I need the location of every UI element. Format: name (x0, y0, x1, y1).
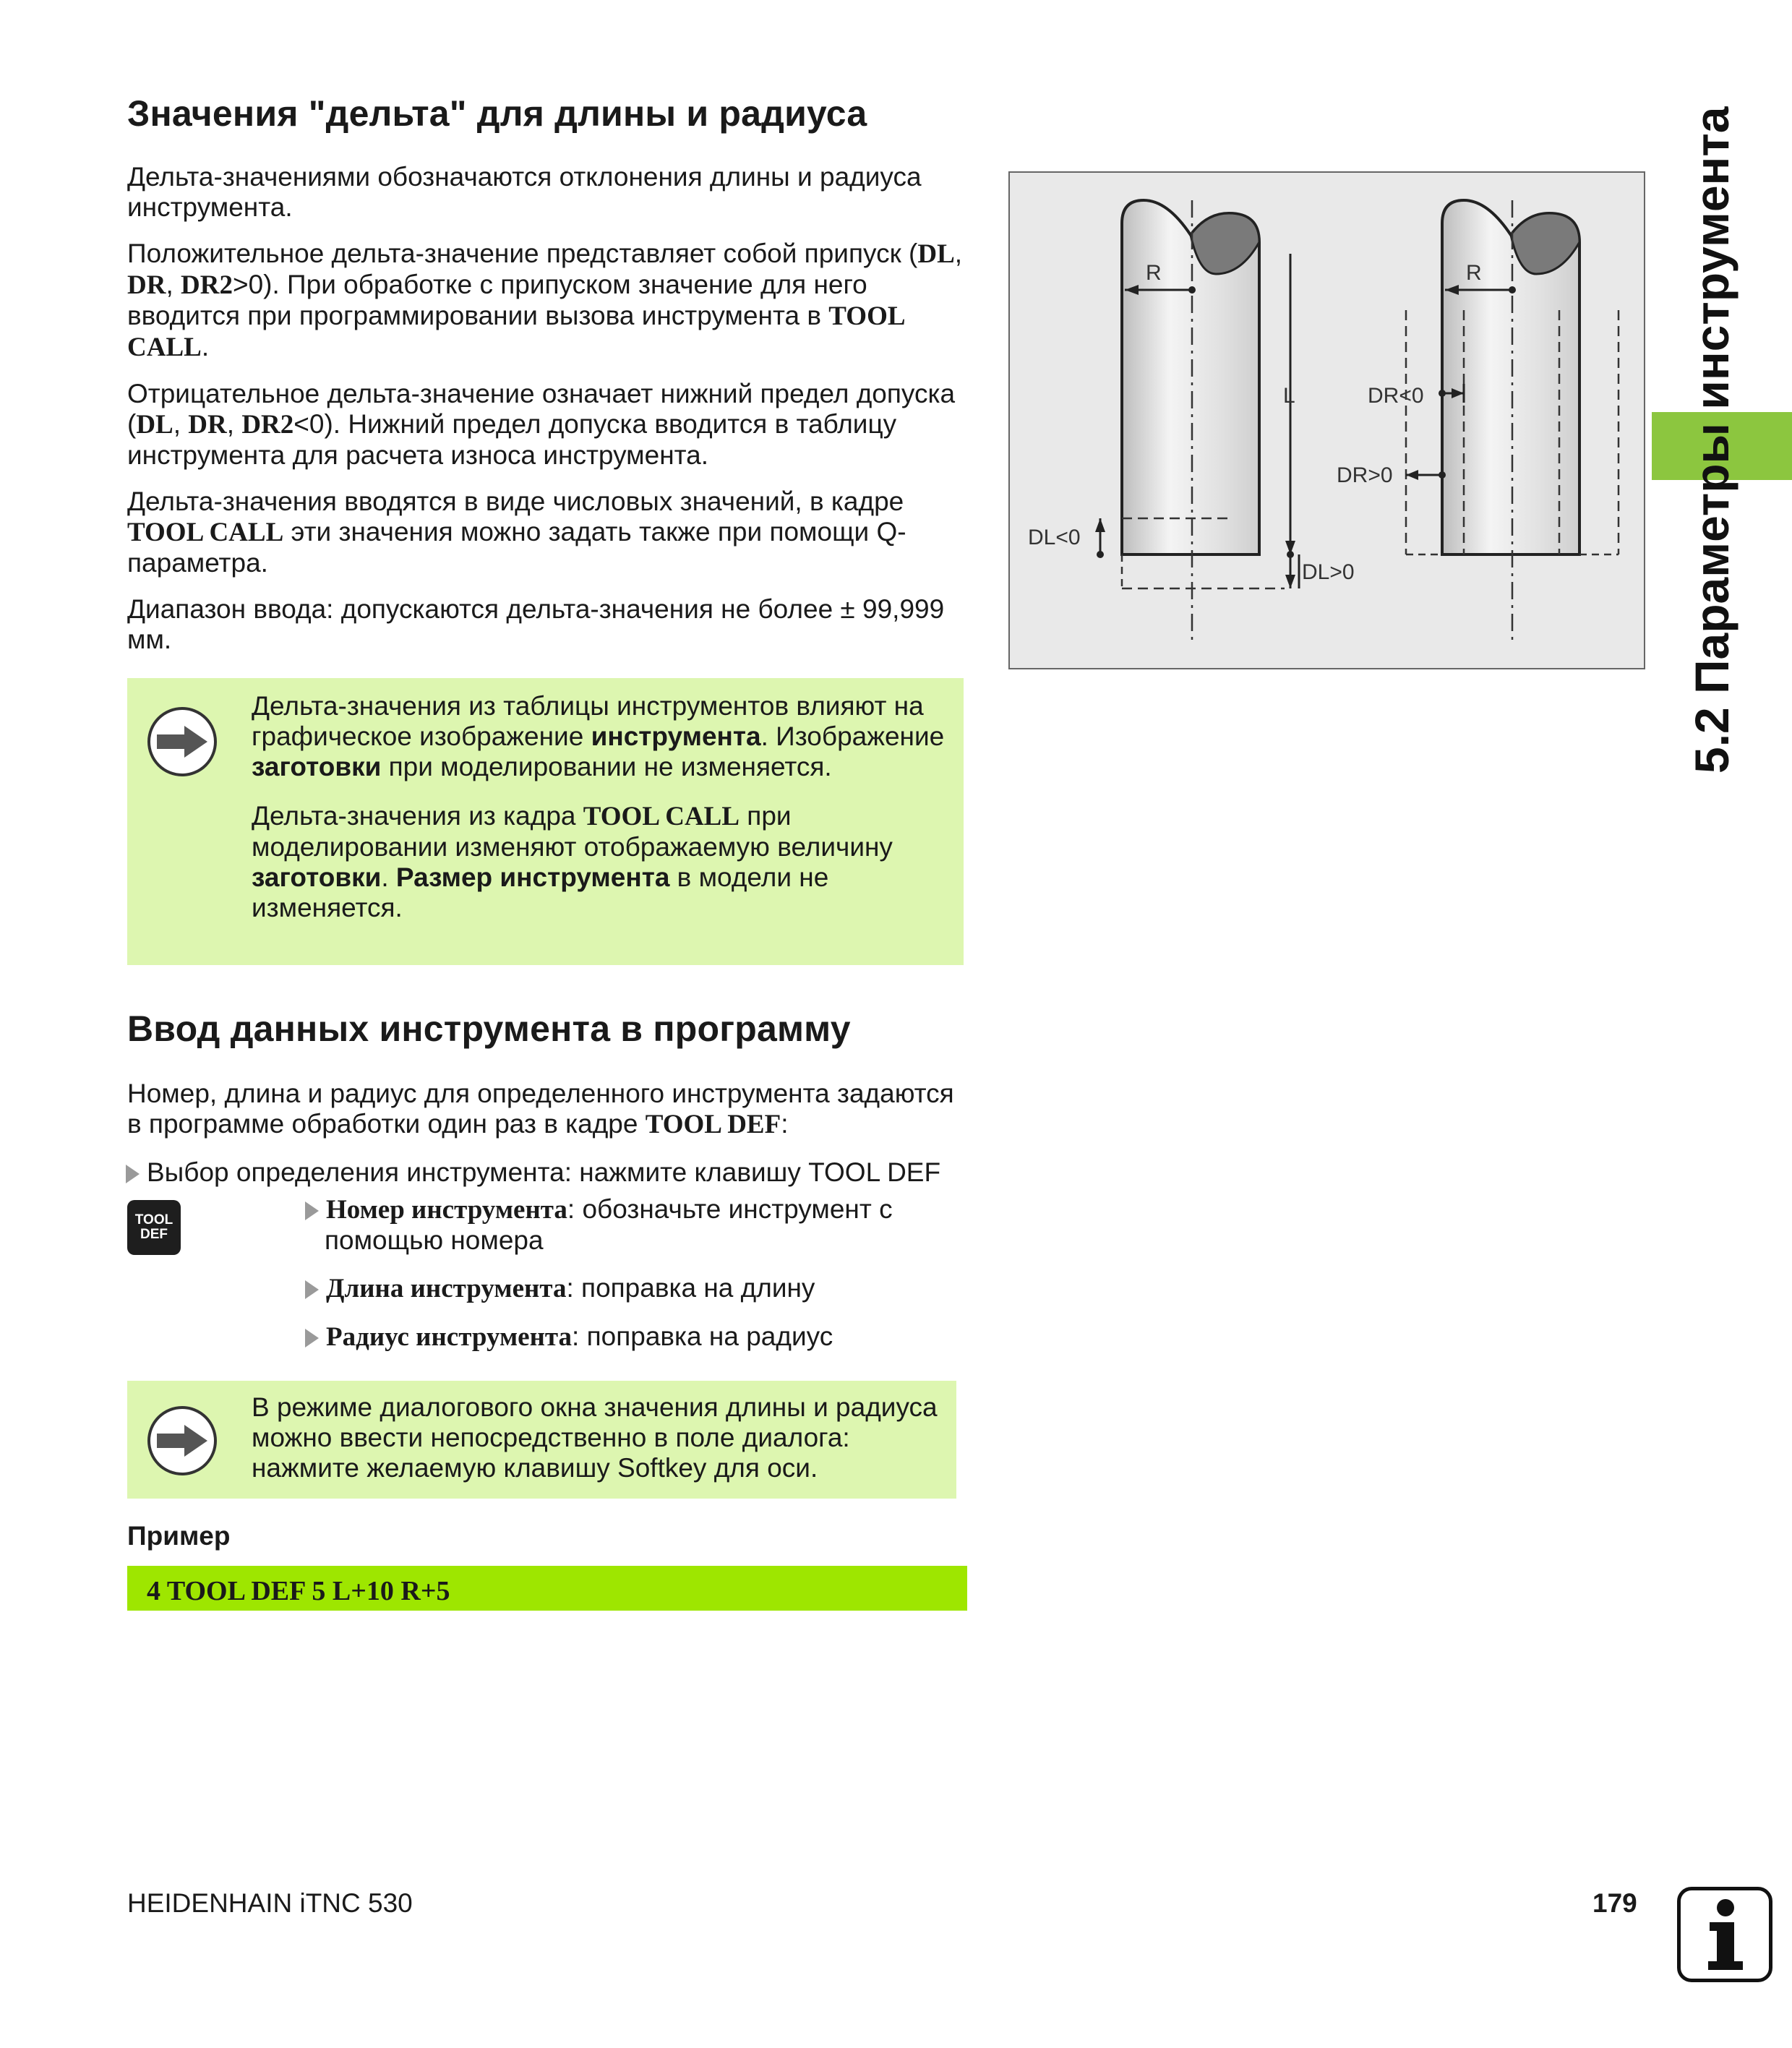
info-icon (1677, 1887, 1772, 1982)
label-dl-positive: DL>0 (1302, 560, 1355, 584)
arrow-right-icon (147, 707, 217, 776)
step-arrow-icon (305, 1329, 319, 1348)
tool-delta-figure (1008, 171, 1645, 669)
example-label: Пример (127, 1521, 231, 1551)
right-tool-drawing (1406, 200, 1619, 643)
section-delta-body (127, 162, 969, 655)
paragraph-negative-delta: Отрицательное дельта-значение означает нижний предел допуска (DL, DR, DR2<0). Нижний предел допуска вводится в таблицу инструмента для расчета износа инструмента. (127, 379, 956, 470)
paragraph-positive-delta: Положительное дельта-значение представляет собой припуск (DL, DR, DR2>0). При обработке с припуском значение для него вводится при программировании вызова инструмента в TOOL CALL. (127, 239, 963, 362)
note-delta-text (252, 691, 946, 923)
note-delta-p1: Дельта-значения из таблицы инструментов влияют на графическое изображение инструмента. Изображение заготовки при моделировании не изменяется. (252, 691, 945, 781)
substep-list (299, 1194, 972, 1353)
note-dialog-text: В режиме диалогового окна значения длины и радиуса можно ввести непосредственно в поле диалога: нажмите желаемую клавишу Softkey для оси. (252, 1392, 938, 1483)
page-number: 179 (1592, 1888, 1637, 1918)
paragraph-delta-input: Дельта-значения вводятся в виде числовых значений, в кадре TOOL CALL эти значения можно задать также при помощи Q-параметра. (127, 487, 906, 578)
tool-def-key-icon[interactable]: TOOL DEF (127, 1200, 181, 1255)
label-dr-negative: DR<0 (1368, 384, 1424, 408)
substep-tool-number: Номер инструмента: обозначьте инструмент с помощью номера (299, 1194, 972, 1256)
note-box-dialog (127, 1381, 956, 1499)
step-arrow-icon (305, 1201, 319, 1220)
section-tool-data-body (127, 1079, 969, 1188)
chapter-title-vertical: 5.2 Параметры инструмента (1685, 106, 1739, 774)
paragraph-tool-def: Номер, длина и радиус для определенного инструмента задаются в программе обработки один раз в кадре TOOL DEF: (127, 1079, 954, 1139)
note-box-delta (127, 678, 964, 965)
label-dr-positive: DR>0 (1337, 463, 1393, 487)
note-delta-p2: Дельта-значения из кадра TOOL CALL при моделировании изменяют отображаемую величину заготовки. Размер инструмента в модели не изменяется. (252, 801, 893, 922)
code-example: 4 TOOL DEF 5 L+10 R+5 (127, 1566, 967, 1611)
label-radius-left: R (1146, 261, 1162, 285)
left-tool-drawing (1095, 200, 1299, 643)
footer-product: HEIDENHAIN iTNC 530 (127, 1888, 413, 1918)
step-arrow-icon (126, 1165, 140, 1183)
step-select-tool-def: Выбор определения инструмента: нажмите клавишу TOOL DEF (126, 1157, 969, 1188)
label-dl-negative: DL<0 (1028, 526, 1081, 549)
paragraph-delta-intro: Дельта-значениями обозначаются отклонения длины и радиуса инструмента. (127, 162, 922, 222)
figure-drawing (1010, 173, 1644, 668)
section-title-delta: Значения "дельта" для длины и радиуса (127, 93, 867, 134)
step-arrow-icon (305, 1280, 319, 1299)
label-length: L (1283, 384, 1295, 408)
section-title-tool-data: Ввод данных инструмента в программу (127, 1008, 851, 1049)
arrow-right-icon (147, 1406, 217, 1475)
label-radius-right: R (1466, 261, 1482, 285)
substep-tool-length: Длина инструмента: поправка на длину (299, 1273, 972, 1304)
substep-tool-radius: Радиус инструмента: поправка на радиус (299, 1321, 972, 1353)
paragraph-input-range: Диапазон ввода: допускаются дельта-значения не более ± 99,999 мм. (127, 594, 945, 654)
